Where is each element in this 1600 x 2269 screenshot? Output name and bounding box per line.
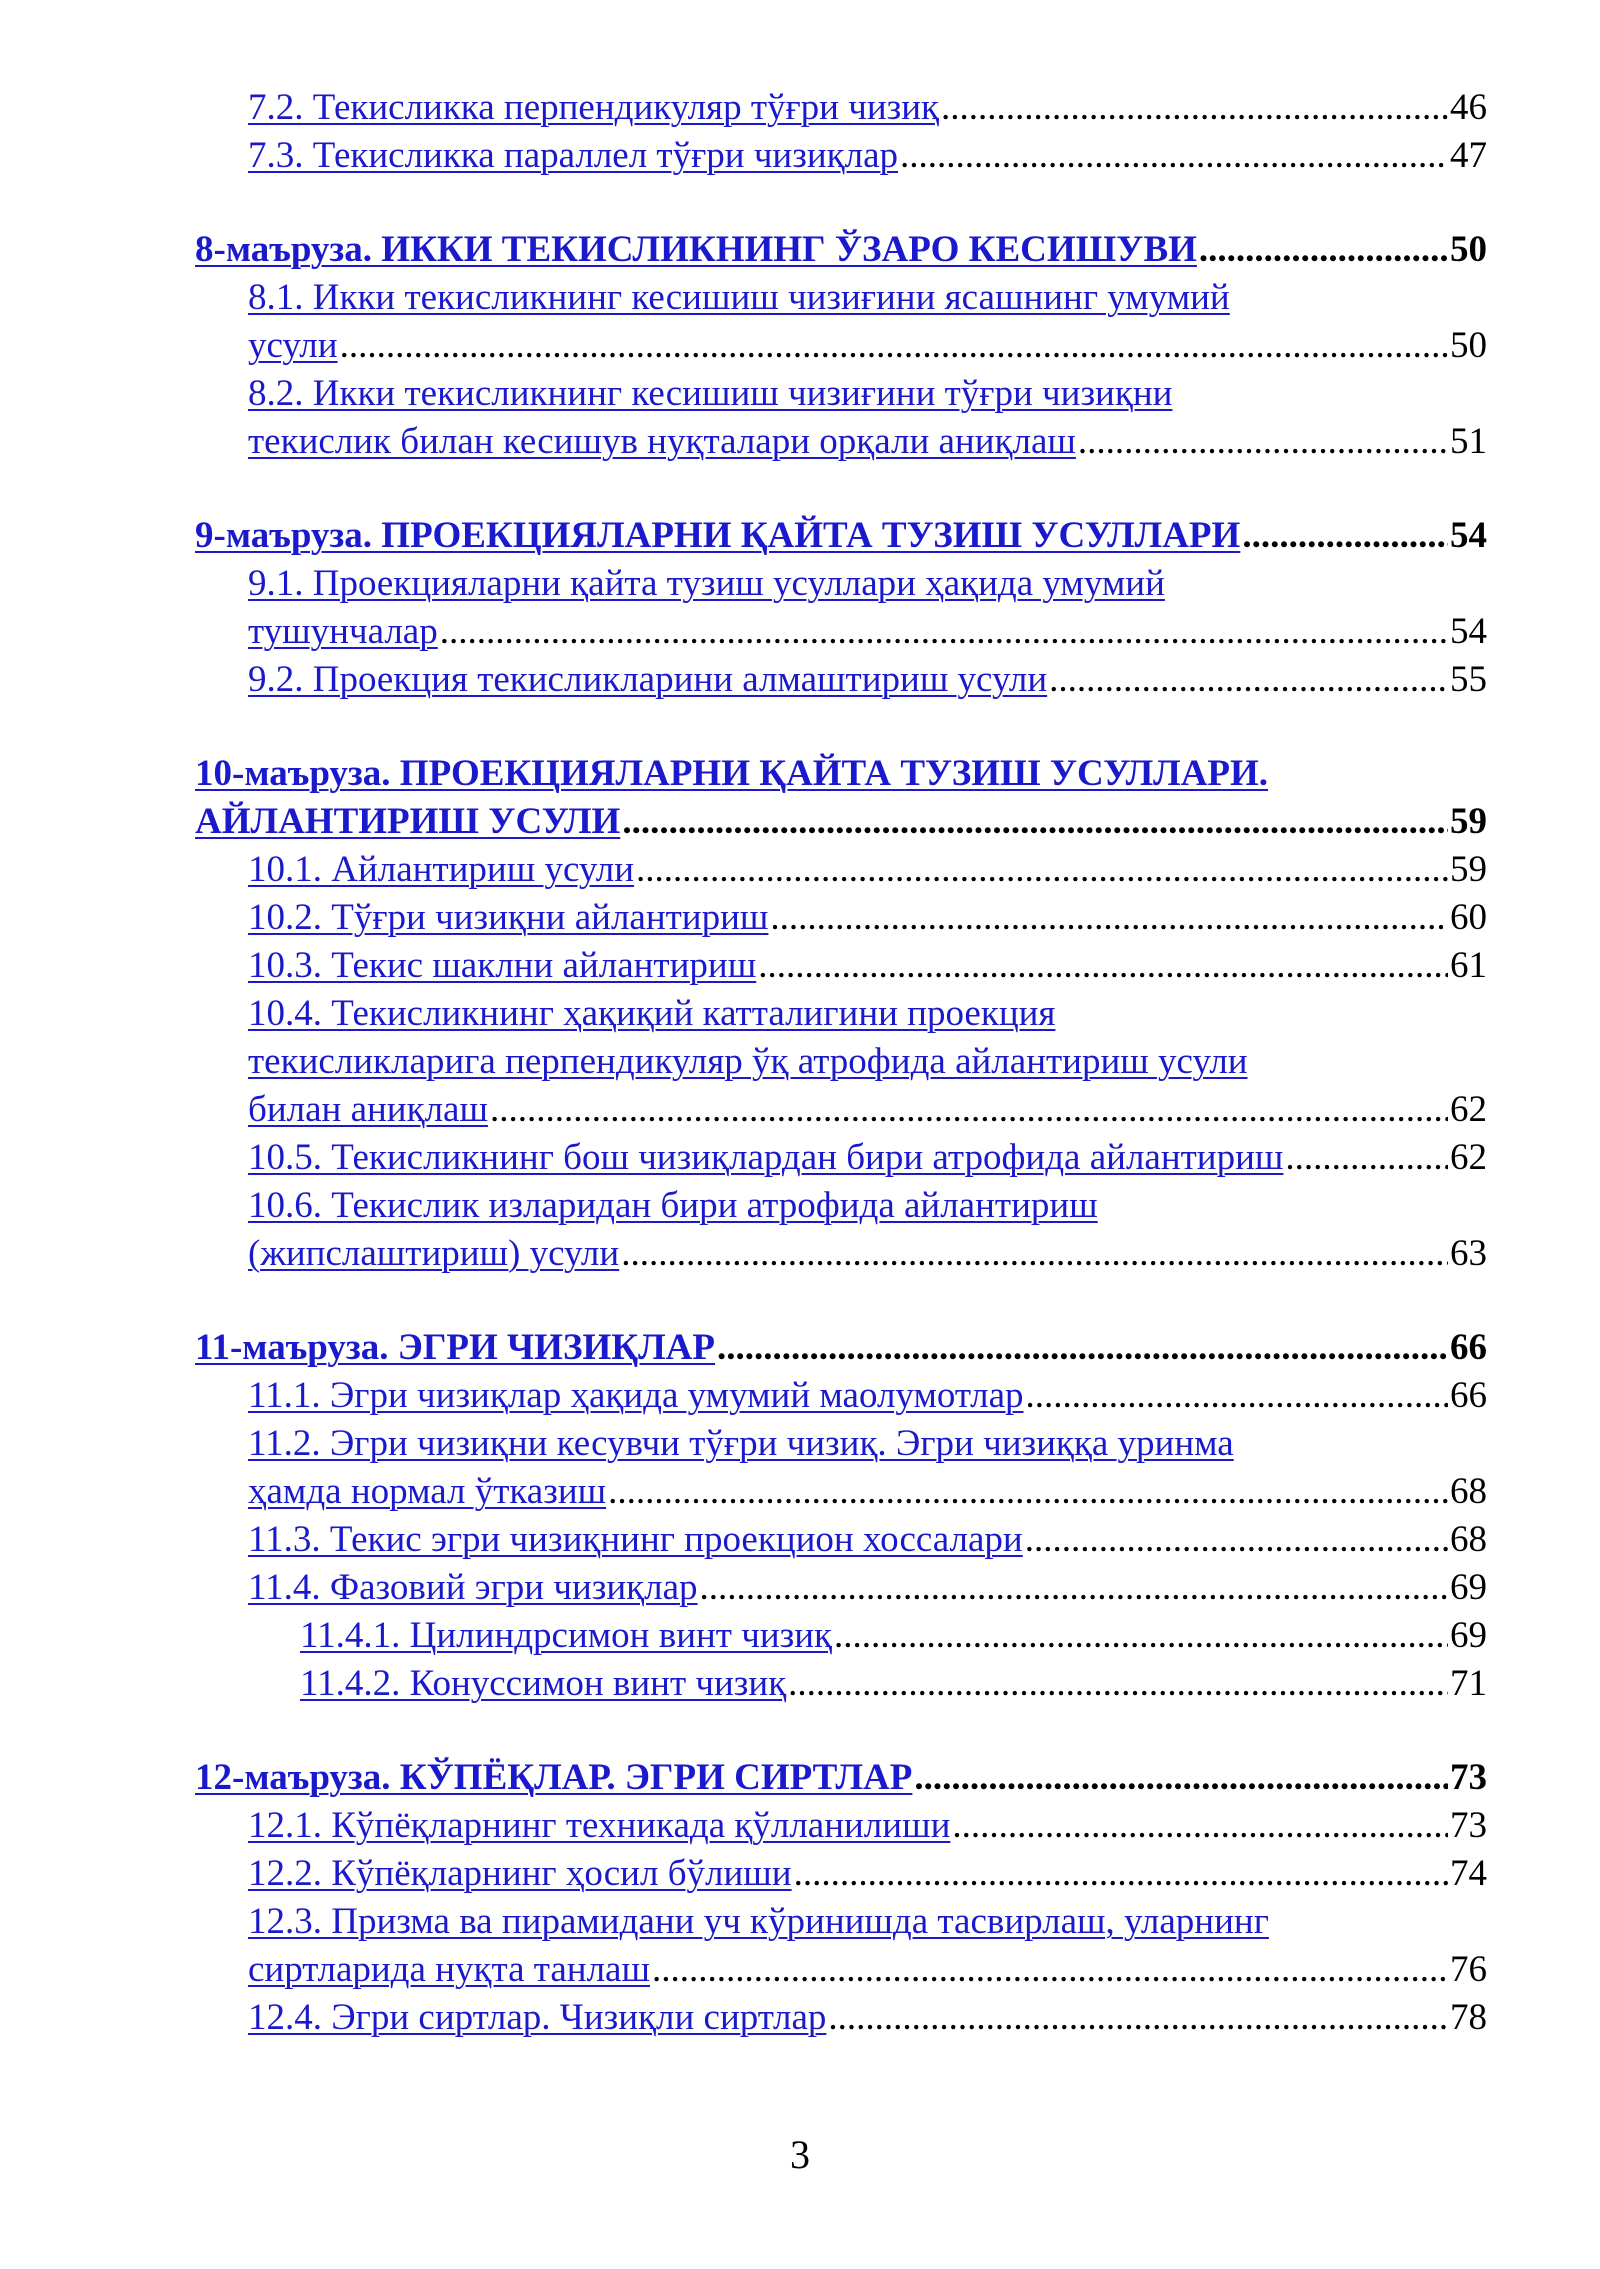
dot-leader	[900, 132, 1448, 180]
dot-leader	[914, 1754, 1448, 1802]
toc-page-number: 76	[1450, 1949, 1487, 1990]
toc-link[interactable]: текисликларига перпендикуляр ўқ атрофида айлантириш усули	[248, 1041, 1248, 1082]
dot-leader	[608, 1468, 1448, 1516]
toc-link[interactable]: 11.4.1. Цилиндрсимон винт чизиқ	[300, 1615, 833, 1656]
toc-page-number: 62	[1450, 1089, 1487, 1130]
toc-link[interactable]: 9-маъруза. ПРОЕКЦИЯЛАРНИ ҚАЙТА ТУЗИШ УСУЛЛАРИ	[195, 515, 1241, 556]
toc-page-number: 50	[1450, 229, 1487, 270]
dot-leader	[652, 1946, 1448, 1994]
toc-page-number: 74	[1450, 1853, 1487, 1894]
toc-page-number: 59	[1450, 849, 1487, 890]
toc-link[interactable]: 8-маъруза. ИККИ ТЕКИСЛИКНИНГ ЎЗАРО КЕСИШУВИ	[195, 229, 1197, 270]
dot-leader	[622, 798, 1448, 846]
toc-link[interactable]: тушунчалар	[248, 611, 438, 652]
toc-link[interactable]: 11.4. Фазовий эгри чизиқлар	[248, 1567, 698, 1608]
toc-link[interactable]: сиртларида нуқта танлаш	[248, 1949, 650, 1990]
dot-leader	[717, 1324, 1448, 1372]
dot-leader	[794, 1850, 1448, 1898]
toc-link[interactable]: 9.1. Проекцияларни қайта тузиш усуллари ҳақида умумий	[248, 563, 1165, 604]
dot-leader	[1199, 226, 1448, 274]
toc-link[interactable]: 9.2. Проекция текисликларини алмаштириш усули	[248, 659, 1048, 700]
dot-leader	[788, 1660, 1448, 1708]
toc-page-number: 61	[1450, 945, 1487, 986]
toc-page-number: 78	[1450, 1997, 1487, 2038]
toc-link[interactable]: 12-маъруза. КЎПЁҚЛАР. ЭГРИ СИРТЛАР	[195, 1757, 913, 1798]
toc-link[interactable]: текислик билан кесишув нуқталари орқали аниқлаш	[248, 421, 1076, 462]
toc-page-number: 71	[1450, 1663, 1487, 1704]
toc-link[interactable]: 11.3. Текис эгри чизиқнинг проекцион хоссалари	[248, 1519, 1023, 1560]
dot-leader	[340, 322, 1448, 370]
toc-page-number: 66	[1450, 1375, 1487, 1416]
toc-link[interactable]: 10-маъруза. ПРОЕКЦИЯЛАРНИ ҚАЙТА ТУЗИШ УСУЛЛАРИ.	[195, 753, 1269, 794]
toc-link[interactable]: 10.5. Текисликнинг бош чизиқлардан бири атрофида айлантириш	[248, 1137, 1284, 1178]
dot-leader	[1285, 1134, 1448, 1182]
toc-link[interactable]: 11.4.2. Конуссимон винт чизиқ	[300, 1663, 787, 1704]
toc-link[interactable]: (жипслаштириш) усули	[248, 1233, 620, 1274]
toc-link[interactable]: 10.4. Текисликнинг ҳақиқий катталигини проекция	[248, 993, 1056, 1034]
toc-link[interactable]: усули	[248, 325, 338, 366]
toc-link[interactable]: 12.4. Эгри сиртлар. Чизиқли сиртлар	[248, 1997, 827, 2038]
dot-leader	[440, 608, 1448, 656]
toc-page-number: 50	[1450, 325, 1487, 366]
toc-page-number: 59	[1450, 801, 1487, 842]
toc-page-number: 69	[1450, 1567, 1487, 1608]
toc-page-number: 66	[1450, 1327, 1487, 1368]
dot-leader	[636, 846, 1448, 894]
dot-leader	[621, 1230, 1448, 1278]
dot-leader	[770, 894, 1448, 942]
toc-link[interactable]: 8.1. Икки текисликнинг кесишиш чизиғини ясашнинг умумий	[248, 277, 1230, 318]
toc-link[interactable]: билан аниқлаш	[248, 1089, 488, 1130]
dot-leader	[1026, 1372, 1448, 1420]
toc-link[interactable]: 8.2. Икки текисликнинг кесишиш чизиғини тўғри чизиқни	[248, 373, 1173, 414]
toc-page-number: 73	[1450, 1757, 1487, 1798]
toc-link[interactable]: ҳамда нормал ўтказиш	[248, 1471, 607, 1512]
dot-leader	[1242, 512, 1448, 560]
toc-page-number: 46	[1450, 87, 1487, 128]
toc-page-number: 62	[1450, 1137, 1487, 1178]
toc-page-number: 68	[1450, 1471, 1487, 1512]
dot-leader	[828, 1994, 1448, 2042]
toc-link[interactable]: 10.2. Тўғри чизиқни айлантириш	[248, 897, 769, 938]
toc-link[interactable]: 11.1. Эгри чизиқлар ҳақида умумий маолумотлар	[248, 1375, 1024, 1416]
toc-link[interactable]: 12.1. Кўпёқларнинг техникада қўлланилиши	[248, 1805, 951, 1846]
toc-link[interactable]: 7.3. Текисликка параллел тўғри чизиқлар	[248, 135, 899, 176]
toc-link[interactable]: 12.3. Призма ва пирамидани уч кўринишда тасвирлаш, уларнинг	[248, 1901, 1269, 1942]
dot-leader	[1025, 1516, 1448, 1564]
toc-page-number: 47	[1450, 135, 1487, 176]
dot-leader	[490, 1086, 1448, 1134]
toc-link[interactable]: 7.2. Текисликка перпендикуляр тўғри чизиқ	[248, 87, 940, 128]
toc-page-number: 63	[1450, 1233, 1487, 1274]
page-number: 3	[790, 2132, 810, 2177]
dot-leader	[700, 1564, 1448, 1612]
dot-leader	[758, 942, 1448, 990]
toc-page-number: 51	[1450, 421, 1487, 462]
toc-link[interactable]: 11.2. Эгри чизиқни кесувчи тўғри чизиқ. Эгри чизиққа уринма	[248, 1423, 1234, 1464]
toc-page-number: 54	[1450, 515, 1487, 556]
dot-leader	[941, 84, 1448, 132]
toc-page-number: 60	[1450, 897, 1487, 938]
toc-page-number: 69	[1450, 1615, 1487, 1656]
toc-page-number: 73	[1450, 1805, 1487, 1846]
toc-page-number: 55	[1450, 659, 1487, 700]
toc-link[interactable]: 10.6. Текислик изларидан бири атрофида айлантириш	[248, 1185, 1098, 1226]
toc-link[interactable]: 10.1. Айлантириш усули	[248, 849, 635, 890]
dot-leader	[1078, 418, 1448, 466]
dot-leader	[834, 1612, 1448, 1660]
toc-link[interactable]: 12.2. Кўпёқларнинг ҳосил бўлиши	[248, 1853, 792, 1894]
toc-link[interactable]: 10.3. Текис шаклни айлантириш	[248, 945, 757, 986]
dot-leader	[952, 1802, 1448, 1850]
toc-page-number: 68	[1450, 1519, 1487, 1560]
toc-page-number: 54	[1450, 611, 1487, 652]
toc-link[interactable]: 11-маъруза. ЭГРИ ЧИЗИҚЛАР	[195, 1327, 715, 1368]
dot-leader	[1049, 656, 1448, 704]
toc-link[interactable]: АЙЛАНТИРИШ УСУЛИ	[195, 801, 621, 842]
